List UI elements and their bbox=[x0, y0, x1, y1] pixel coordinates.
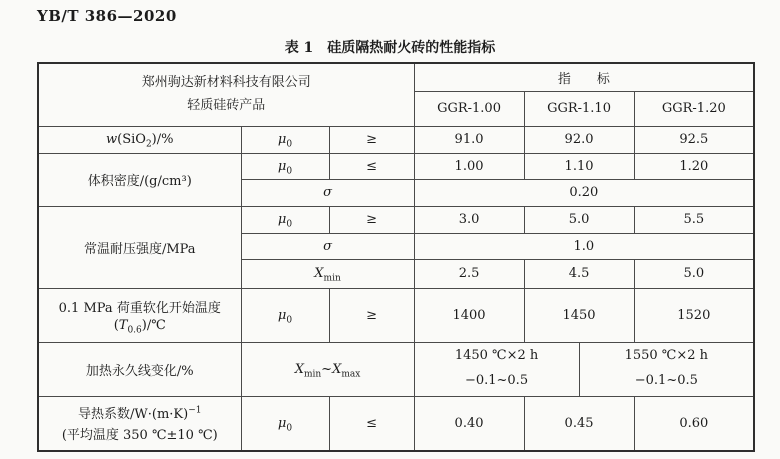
company-header-cell bbox=[38, 63, 414, 126]
standard-number: YB/T 386—2020 bbox=[37, 7, 177, 25]
density-value-ggr-1-20: 1.20 bbox=[634, 153, 754, 179]
geq-symbol: ≥ bbox=[329, 288, 414, 342]
sigma-symbol: σ bbox=[241, 233, 414, 259]
geq-symbol: ≥ bbox=[329, 126, 414, 153]
leq-symbol: ≤ bbox=[329, 153, 414, 179]
plc-cell-1550 bbox=[579, 342, 754, 396]
product-name: 轻质硅砖产品 bbox=[187, 97, 266, 113]
grade-header-ggr-1-20: GGR-1.20 bbox=[634, 91, 754, 126]
mu0-symbol: $\mu_0$ bbox=[241, 396, 329, 451]
plc-range-1450: −0.1~0.5 bbox=[464, 373, 529, 388]
ccs-xmin-ggr-1-20: 5.0 bbox=[634, 259, 754, 288]
plc-condition-1550: 1550 ℃×2 h bbox=[624, 348, 709, 364]
conductivity-label-line1: 导热系数$/W\cdot(m\cdot K)^{-1}$ bbox=[78, 405, 202, 423]
grade-header-ggr-1-00: GGR-1.00 bbox=[414, 91, 524, 126]
performance-table bbox=[37, 62, 755, 452]
property-conductivity-label bbox=[38, 396, 241, 451]
property-softening-label bbox=[38, 288, 241, 342]
conductivity-value-ggr-1-10: 0.45 bbox=[524, 396, 634, 451]
plc-range-1550: −0.1~0.5 bbox=[634, 373, 698, 388]
ccs-xmin-ggr-1-00: 2.5 bbox=[414, 259, 524, 288]
mu0-symbol: $\mu_0$ bbox=[241, 288, 329, 342]
grade-header-ggr-1-10: GGR-1.10 bbox=[524, 91, 634, 126]
mu0-symbol: $\mu_0$ bbox=[241, 206, 329, 233]
plc-condition-1450: 1450 ℃×2 h bbox=[454, 348, 539, 364]
sio2-value-ggr-1-20: 92.5 bbox=[634, 126, 754, 153]
property-plc-label: 加热永久线变化/% bbox=[38, 342, 241, 396]
sigma-symbol: σ bbox=[241, 179, 414, 206]
sio2-value-ggr-1-10: 92.0 bbox=[524, 126, 634, 153]
softening-value-ggr-1-10: 1450 bbox=[524, 288, 634, 342]
property-ccs-label: 常温耐压强度/MPa bbox=[38, 206, 241, 288]
ccs-sigma-value: 1.0 bbox=[414, 233, 754, 259]
density-value-ggr-1-00: 1.00 bbox=[414, 153, 524, 179]
softening-label-line1: 0.1 MPa 荷重软化开始温度 bbox=[58, 301, 221, 316]
property-sio2-label: w(SiO$_2$)/% bbox=[38, 126, 241, 153]
density-value-ggr-1-10: 1.10 bbox=[524, 153, 634, 179]
plc-cell-1450 bbox=[414, 342, 579, 396]
xmin-symbol: $X_{min}$ bbox=[241, 259, 414, 288]
conductivity-label-line2: (平均温度 350 ℃±10 ℃) bbox=[61, 428, 218, 444]
ccs-xmin-ggr-1-10: 4.5 bbox=[524, 259, 634, 288]
mu0-symbol: $\mu_0$ bbox=[241, 153, 329, 179]
softening-value-ggr-1-20: 1520 bbox=[634, 288, 754, 342]
ccs-value-ggr-1-10: 5.0 bbox=[524, 206, 634, 233]
mu0-symbol: $\mu_0$ bbox=[241, 126, 329, 153]
softening-label-line2: $(T_{0.6})/℃$ bbox=[113, 318, 166, 336]
sio2-value-ggr-1-00: 91.0 bbox=[414, 126, 524, 153]
ccs-value-ggr-1-20: 5.5 bbox=[634, 206, 754, 233]
company-name: 郑州驹达新材料科技有限公司 bbox=[141, 75, 311, 90]
geq-symbol: ≥ bbox=[329, 206, 414, 233]
softening-value-ggr-1-00: 1400 bbox=[414, 288, 524, 342]
conductivity-value-ggr-1-20: 0.60 bbox=[634, 396, 754, 451]
ccs-value-ggr-1-00: 3.0 bbox=[414, 206, 524, 233]
leq-symbol: ≤ bbox=[329, 396, 414, 451]
indicator-header-cell: 指 标 bbox=[414, 63, 754, 91]
property-density-label: 体积密度/(g/cm³) bbox=[38, 153, 241, 206]
conductivity-value-ggr-1-00: 0.40 bbox=[414, 396, 524, 451]
density-sigma-value: 0.20 bbox=[414, 179, 754, 206]
xmin-xmax-symbol: $X_{min}\sim X_{max}$ bbox=[241, 342, 414, 396]
table-title: 表 1 硅质隔热耐火砖的性能指标 bbox=[284, 40, 496, 56]
